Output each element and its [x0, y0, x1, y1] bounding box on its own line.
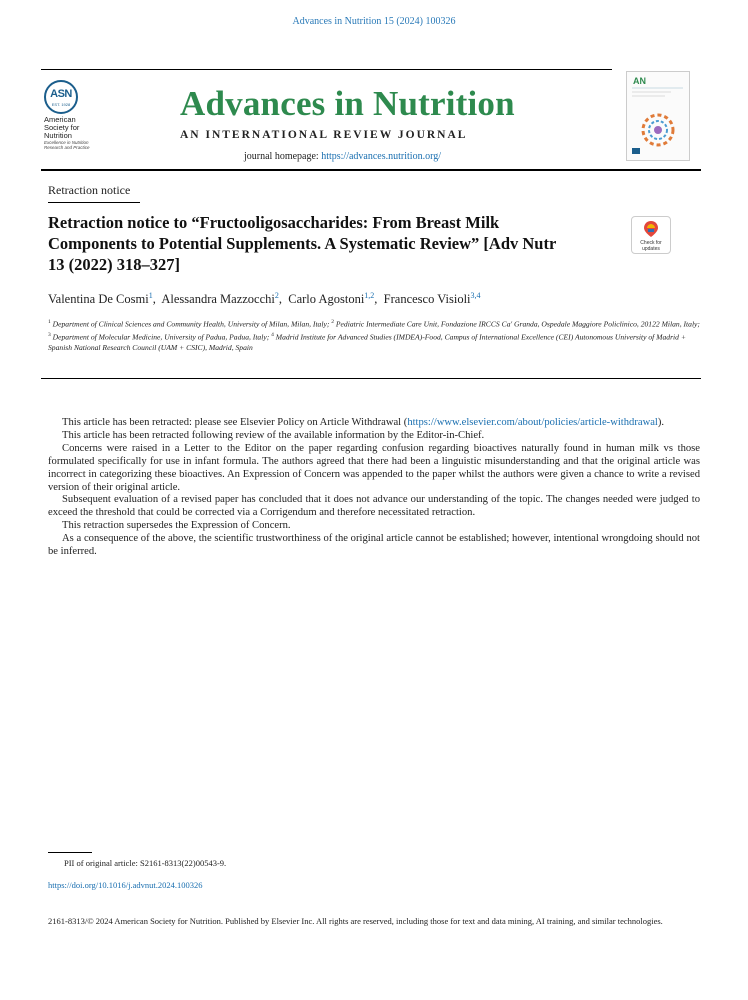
author-name[interactable]: Carlo Agostoni [288, 292, 365, 307]
society-name: American Society for Nutrition [44, 115, 80, 140]
affil-number: 1 [48, 319, 51, 325]
homepage-label: journal homepage: [244, 151, 322, 162]
author-name[interactable]: Francesco Visioli [383, 292, 471, 307]
author-separator: , [152, 292, 159, 307]
affil-text: Department of Molecular Medicine, University of Padua, Padua, Italy; [52, 332, 272, 342]
check-updates-label: Check for updates [640, 240, 662, 252]
affil-number: 3 [48, 331, 51, 338]
homepage-link[interactable]: https://advances.nutrition.org/ [321, 151, 442, 162]
cover-art-icon [627, 72, 689, 160]
asn-badge-text: ASN [50, 88, 72, 100]
author-affil-ref[interactable]: 3,4 [470, 291, 481, 300]
check-updates-icon [643, 220, 659, 238]
author-name[interactable]: Valentina De Cosmi [48, 292, 149, 307]
copyright-notice: 2161-8313/© 2024 American Society for Nutrition. Published by Elsevier Inc. All rights are reserved, including those for text and data mining, AI training, and similar technologies. [48, 916, 663, 926]
svg-text:AN: AN [633, 76, 646, 86]
body-text: This article has been retracted: please see Elsevier Policy on Article Withdrawal ( [62, 417, 408, 428]
body-paragraph: As a consequence of the above, the scientific trustworthiness of the original article cannot be established; however, intentional wrongdoing should not be inferred. [48, 533, 700, 558]
asn-logo [44, 80, 94, 150]
footnote-rule [48, 852, 92, 853]
author-separator: , [278, 292, 286, 307]
journal-reference[interactable]: Advances in Nutrition 15 (2024) 100326 [292, 16, 456, 27]
header-top-rule [41, 69, 612, 70]
doi-link[interactable]: https://doi.org/10.1016/j.advnut.2024.100326 [48, 880, 203, 890]
author-list [48, 291, 481, 307]
body-paragraph: Concerns were raised in a Letter to the Editor on the paper regarding confusion regarding bioactives naturally found in human milk vs those formulated specifically for use in infant formula. The authors agreed that there had been a linguistic misunderstanding and that the original article was incorrect in categorizing these bioactives. An Expression of Concern was appended to the paper whilst the authors were given a chance to write a revised version of their original article. [48, 442, 700, 493]
society-tagline: Excellence in Nutrition Research and Practice [44, 140, 90, 150]
affil-text: Pediatric Intermediate Care Unit, Fondazione IRCCS Ca' Granda, Ospedale Maggiore Policlinico, 20122 Milan, Italy; [335, 319, 700, 329]
asn-badge-year: EST. 1928 [51, 102, 71, 107]
abstract-rule [41, 378, 701, 379]
check-for-updates-button[interactable] [631, 216, 671, 254]
journal-title: Advances in Nutrition [180, 84, 515, 123]
affil-text: Madrid Institute for Advanced Studies (IMDEA)-Food, Campus of International Excellence (CEI) Autonomous University of Madrid + Spanish National Research Council (UAM + CSIC), Madrid, Spain [48, 332, 686, 353]
header-bottom-rule [41, 169, 701, 171]
affiliations [48, 317, 700, 353]
author-affil-ref[interactable]: 1 [148, 291, 153, 300]
section-rule [48, 202, 140, 203]
body-paragraph: This retraction supersedes the Expression of Concern. [62, 520, 291, 532]
affil-number: 4 [271, 331, 274, 338]
author-affil-ref[interactable]: 2 [274, 291, 279, 300]
article-body [48, 417, 700, 559]
author-affil-ref[interactable]: 1,2 [364, 291, 375, 300]
article-title: Retraction notice to “Fructooligosaccharides: From Breast Milk Components to Potential Supplements. A Systematic Review” [Adv Nutr 13 (2022) 318–327] [48, 213, 556, 274]
section-label: Retraction notice [48, 183, 131, 197]
body-text: ). [657, 417, 665, 428]
author-name[interactable]: Alessandra Mazzocchi [161, 292, 275, 307]
author-separator: , [374, 292, 381, 307]
journal-cover-thumbnail[interactable] [626, 71, 690, 161]
asn-badge-icon [44, 80, 78, 114]
journal-subtitle: AN INTERNATIONAL REVIEW JOURNAL [180, 129, 468, 141]
body-paragraph [48, 417, 700, 430]
journal-homepage [244, 151, 441, 162]
withdrawal-policy-link[interactable]: https://www.elsevier.com/about/policies/article-withdrawal [407, 417, 658, 428]
affil-text: Department of Clinical Sciences and Community Health, University of Milan, Milan, Italy; [52, 319, 332, 329]
body-paragraph: This article has been retracted following review of the available information by the Editor-in-Chief. [62, 429, 485, 441]
affil-number: 2 [331, 319, 335, 325]
pii-note: PII of original article: S2161-8313(22)00543-9. [64, 858, 227, 868]
body-paragraph: Subsequent evaluation of a revised paper has concluded that it does not advance our understanding of the topic. The changes needed were judged to exceed the threshold that could be corrected via a Corrigendum and therefore necessitated retraction. [48, 494, 700, 519]
